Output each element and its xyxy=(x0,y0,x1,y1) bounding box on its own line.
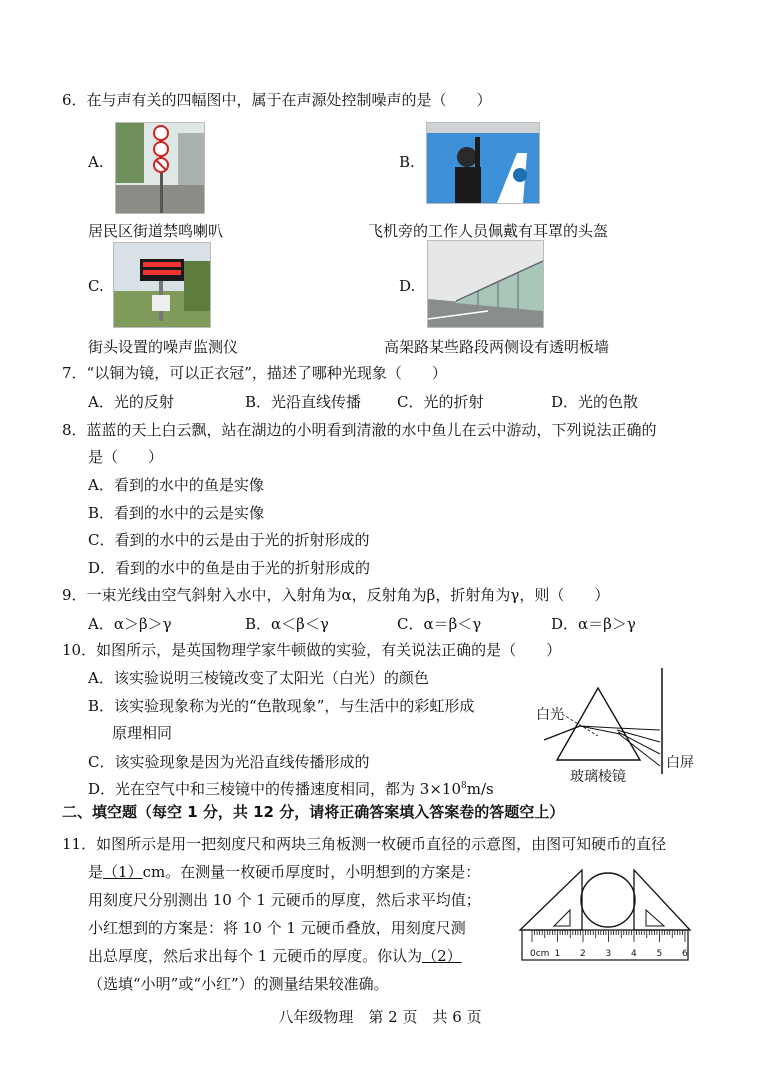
q6-option-d-label: D. xyxy=(399,277,416,295)
ruler-label: 3 xyxy=(605,949,612,959)
q10-option-b-line1: B．该实验现象称为光的“色散现象”，与生活中的彩虹形成 xyxy=(88,697,475,715)
street-no-horn-photo xyxy=(115,122,205,214)
ruler-label: 0cm xyxy=(530,949,550,959)
q11-blank2: （2） xyxy=(422,947,462,965)
q11-line2: 是（1）cm。在测量一枚硬币厚度时，小明想到的方案是： xyxy=(88,863,481,881)
q6-option-c-caption: 街头设置的噪声监测仪 xyxy=(88,338,239,356)
ruler-label: 6 xyxy=(682,949,688,959)
q7-option-b: B．光沿直线传播 xyxy=(245,393,362,411)
q9-option-c: C．α＝β＜γ xyxy=(397,615,482,633)
q6-option-d-caption: 高架路某些路段两侧设有透明板墙 xyxy=(384,338,610,356)
q8-option-a: A．看到的水中的鱼是实像 xyxy=(88,476,264,494)
ruler-label: 4 xyxy=(631,949,637,959)
q9-option-d: D．α＝β＞γ xyxy=(551,615,636,633)
q6-option-b-caption: 飞机旁的工作人员佩戴有耳罩的头盔 xyxy=(368,222,609,240)
q9-option-b: B．α＜β＜γ xyxy=(245,615,329,633)
airport-worker-photo xyxy=(426,122,540,204)
q10-option-c: C．该实验现象是因为光沿直线传播形成的 xyxy=(88,753,370,771)
q10-stem: 10．如图所示，是英国物理学家牛顿做的实验，有关说法正确的是（ ） xyxy=(62,641,562,659)
q10-option-b-line2: 原理相同 xyxy=(112,724,173,742)
section2-title: 二、填空题（每空 1 分，共 12 分，请将正确答案填入答案卷的答题空上） xyxy=(62,803,565,821)
ruler-tick-labels xyxy=(530,949,688,959)
q7-stem: 7．“以铜为镜，可以正衣冠”，描述了哪种光现象（ ） xyxy=(62,364,447,382)
ruler-ticks xyxy=(532,930,685,942)
q11-line5: 出总厚度，然后求出每个 1 元硬币的厚度。你认为（2） xyxy=(88,947,462,965)
q8-stem-line1: 8．蓝蓝的天上白云飘，站在湖边的小明看到清澈的水中鱼儿在云中游动，下列说法正确的 xyxy=(62,421,657,439)
ruler-label: 2 xyxy=(580,949,586,959)
q6-option-b-label: B. xyxy=(399,153,415,171)
q10-option-a: A．该实验说明三棱镜改变了太阳光（白光）的颜色 xyxy=(88,669,429,687)
prism-dispersion-figure xyxy=(528,664,704,786)
coin-ruler-figure xyxy=(518,866,694,966)
q7-option-c: C．光的折射 xyxy=(397,393,484,411)
q9-option-a: A．α＞β＞γ xyxy=(88,615,172,633)
ruler-label: 1 xyxy=(554,949,561,959)
q6-option-a-label: A. xyxy=(88,153,104,171)
q9-stem: 9．一束光线由空气斜射入水中，入射角为α，反射角为β，折射角为γ，则（ ） xyxy=(62,586,610,604)
q8-option-c: C．看到的水中的云是由于光的折射形成的 xyxy=(88,531,370,549)
noise-monitor-photo xyxy=(113,242,211,328)
q11-line1: 11．如图所示是用一把刻度尺和两块三角板测一枚硬币直径的示意图，由图可知硬币的直径 xyxy=(62,835,667,853)
q6-option-a-caption: 居民区街道禁鸣喇叭 xyxy=(88,222,224,240)
page-footer: 八年级物理 第 2 页 共 6 页 xyxy=(278,1008,482,1026)
q11-line4: 小红想到的方案是：将 10 个 1 元硬币叠放，用刻度尺测 xyxy=(88,919,466,937)
ruler-label: 5 xyxy=(656,949,663,959)
q8-option-b: B．看到的水中的云是实像 xyxy=(88,504,265,522)
q8-stem-line2: 是（ ） xyxy=(88,448,164,466)
q11-line6: （选填“小明”或“小红”）的测量结果较准确。 xyxy=(88,975,389,993)
white-light-label: 白光 xyxy=(536,707,564,723)
q6-option-c-label: C. xyxy=(88,277,104,295)
prism-label: 玻璃棱镜 xyxy=(570,769,626,785)
q7-option-d: D．光的色散 xyxy=(551,393,639,411)
q8-option-d: D．看到的水中的鱼是由于光的折射形成的 xyxy=(88,559,371,577)
q7-option-a: A．光的反射 xyxy=(88,393,174,411)
q6-stem: 6．在与声有关的四幅图中，属于在声源处控制噪声的是（ ） xyxy=(62,91,492,109)
screen-label: 白屏 xyxy=(666,755,694,771)
q10-option-d: D．光在空气中和三棱镜中的传播速度相同，都为 $3\times 10^8m/s$ xyxy=(88,780,494,798)
q11-line3: 用刻度尺分别测出 10 个 1 元硬币的厚度，然后求平均值； xyxy=(88,891,481,909)
q11-blank1: （1） xyxy=(103,863,143,881)
transparent-wall-photo xyxy=(427,240,544,328)
